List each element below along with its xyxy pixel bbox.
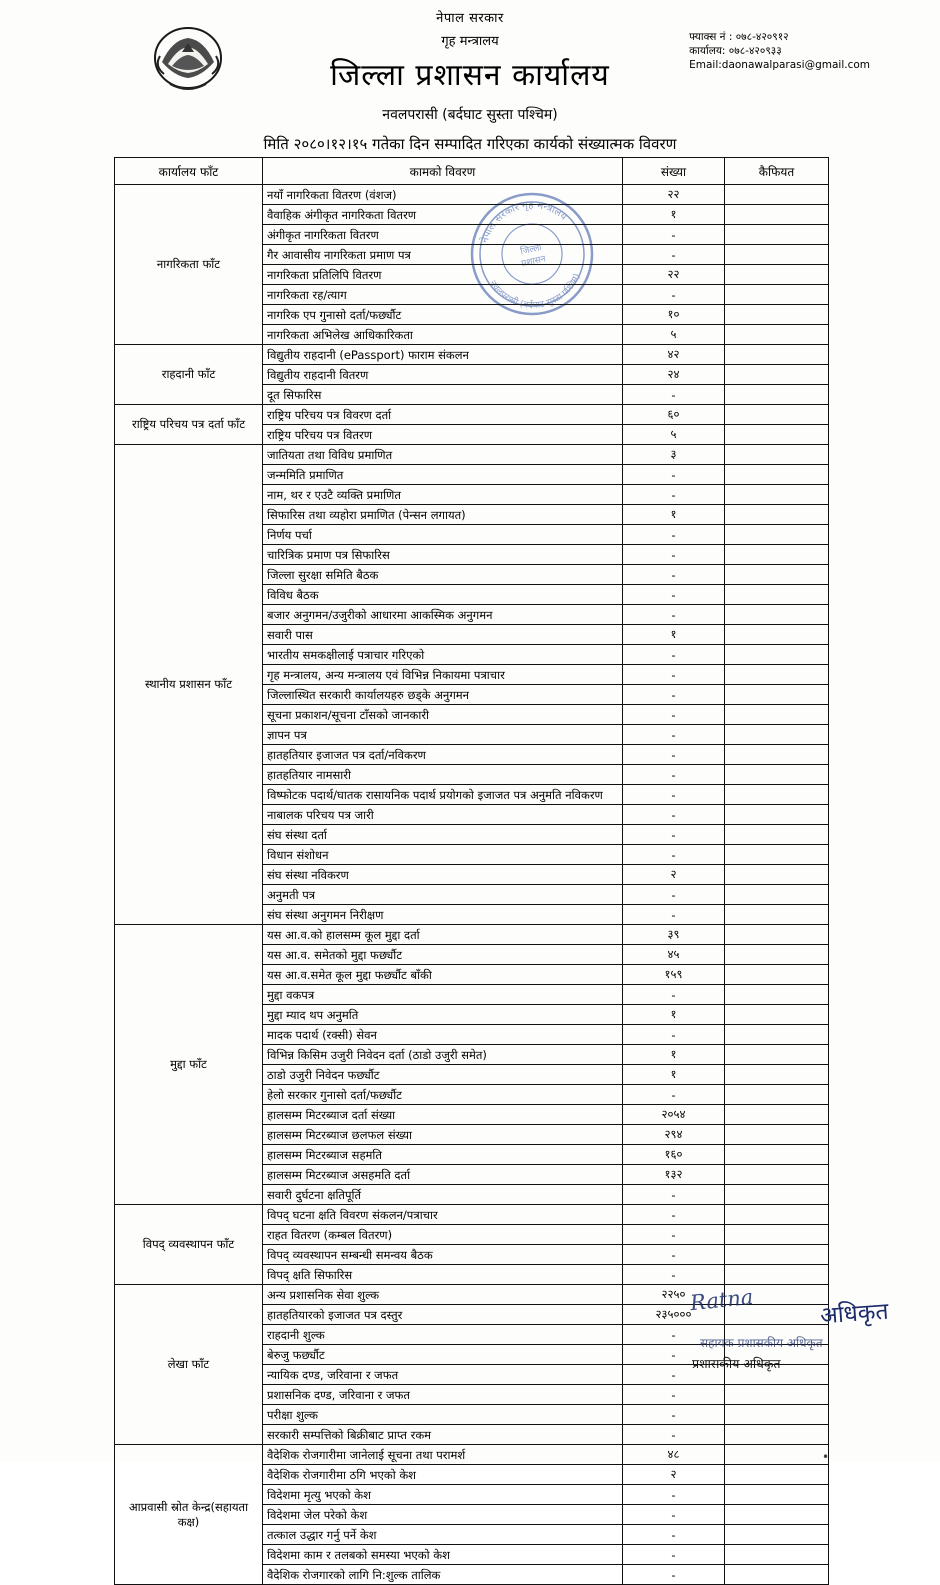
row-description: नागरिक एप गुनासो दर्ता/फर्छ्यौट	[263, 305, 623, 325]
row-remark	[725, 1185, 829, 1205]
table-row	[115, 925, 829, 945]
row-remark	[725, 185, 829, 205]
row-count: ४५	[623, 945, 725, 965]
row-remark	[725, 725, 829, 745]
row-description: विष्फोटक पदार्थ/घातक रासायनिक पदार्थ प्रयोगको इजाजत पत्र अनुमति नविकरण	[263, 785, 623, 805]
row-remark	[725, 1005, 829, 1025]
row-count: -	[623, 985, 725, 1005]
office-section-label: नागरिकता फाँट	[115, 185, 263, 345]
row-remark	[725, 1045, 829, 1065]
row-remark	[725, 1525, 829, 1545]
row-count: -	[623, 225, 725, 245]
row-remark	[725, 565, 829, 585]
row-description: भारतीय समकक्षीलाई पत्राचार गरिएको	[263, 645, 623, 665]
row-remark	[725, 625, 829, 645]
row-remark	[725, 445, 829, 465]
row-count: -	[623, 845, 725, 865]
row-remark	[725, 325, 829, 345]
row-remark	[725, 245, 829, 265]
email-address: Email:daonawalparasi@gmail.com	[689, 59, 870, 71]
row-description: अंगीकृत नागरिकता वितरण	[263, 225, 623, 245]
row-description: मुद्दा म्याद थप अनुमति	[263, 1005, 623, 1025]
row-remark	[725, 1025, 829, 1045]
row-remark	[725, 1565, 829, 1585]
row-description: चारित्रिक प्रमाण पत्र सिफारिस	[263, 545, 623, 565]
column-header-count: संख्या	[623, 158, 725, 185]
row-count: -	[623, 685, 725, 705]
row-count: -	[623, 1205, 725, 1225]
row-description: बेरुजु फर्छ्यौट	[263, 1345, 623, 1365]
table-header-row	[115, 158, 829, 185]
row-count: २	[623, 1465, 725, 1485]
row-remark	[725, 1085, 829, 1105]
row-count: -	[623, 1565, 725, 1585]
row-description: राहदानी शुल्क	[263, 1325, 623, 1345]
row-description: गृह मन्त्रालय, अन्य मन्त्रालय एवं विभिन्न निकायमा पत्राचार	[263, 665, 623, 685]
row-description: नागरिकता प्रतिलिपि वितरण	[263, 265, 623, 285]
row-remark	[725, 505, 829, 525]
row-description: विदेशमा मृत्यु भएको केश	[263, 1485, 623, 1505]
row-count: ५	[623, 325, 725, 345]
row-remark	[725, 1125, 829, 1145]
row-remark	[725, 805, 829, 825]
office-section-label: लेखा फाँट	[115, 1285, 263, 1445]
office-section-label: राहदानी फाँट	[115, 345, 263, 405]
row-count: १	[623, 1045, 725, 1065]
row-count: १५९	[623, 965, 725, 985]
row-count: १	[623, 625, 725, 645]
row-description: निर्णय पर्चा	[263, 525, 623, 545]
office-section-label: राष्ट्रिय परिचय पत्र दर्ता फाँट	[115, 405, 263, 445]
row-description: विद्युतीय राहदानी वितरण	[263, 365, 623, 385]
row-description: सवारी पास	[263, 625, 623, 645]
row-remark	[725, 1205, 829, 1225]
row-description: अनुमती पत्र	[263, 885, 623, 905]
row-remark	[725, 345, 829, 365]
row-count: -	[623, 1385, 725, 1405]
column-header-description: कामको विवरण	[263, 158, 623, 185]
row-description: जन्ममिति प्रमाणित	[263, 465, 623, 485]
row-description: ठाडो उजुरी निवेदन फर्छ्यौट	[263, 1065, 623, 1085]
column-header-remarks: कैफियत	[725, 158, 829, 185]
row-remark	[725, 845, 829, 865]
row-remark	[725, 525, 829, 545]
row-description: हातहतियारको इजाजत पत्र दस्तुर	[263, 1305, 623, 1325]
page-title: जिल्ला प्रशासन कार्यालय	[330, 58, 610, 93]
row-count: २३५०००	[623, 1305, 725, 1325]
row-description: अन्य प्रशासनिक सेवा शुल्क	[263, 1285, 623, 1305]
row-count: २	[623, 865, 725, 885]
row-description: यस आ.व.को हालसम्म कूल मुद्दा दर्ता	[263, 925, 623, 945]
row-count: -	[623, 605, 725, 625]
row-count: -	[623, 245, 725, 265]
svg-text:प्रशासन: प्रशासन	[520, 254, 547, 270]
header-line-subject: मिति २०८०।१२।१५ गतेका दिन सम्पादित गरिएका कार्यको संख्यात्मक विवरण	[263, 135, 677, 153]
row-remark	[725, 1225, 829, 1245]
row-count: -	[623, 785, 725, 805]
row-remark	[725, 925, 829, 945]
row-description: जिल्ला सुरक्षा समिति बैठक	[263, 565, 623, 585]
row-remark	[725, 1425, 829, 1445]
row-remark	[725, 1165, 829, 1185]
row-count: -	[623, 1345, 725, 1365]
office-section-label: विपद् व्यवस्थापन फाँट	[115, 1205, 263, 1285]
row-description: मुद्दा वकपत्र	[263, 985, 623, 1005]
row-description: संघ संस्था नविकरण	[263, 865, 623, 885]
row-count: ४२	[623, 345, 725, 365]
table-row	[115, 445, 829, 465]
svg-text:नवलपरासी (बर्दघाट-सुस्ता पश्चि: नवलपरासी (बर्दघाट-सुस्ता पश्चिम)	[486, 272, 583, 312]
row-count: १०	[623, 305, 725, 325]
row-count: -	[623, 525, 725, 545]
row-count: -	[623, 725, 725, 745]
row-count: -	[623, 645, 725, 665]
row-count: २२	[623, 185, 725, 205]
row-description: यस आ.व. समेतको मुद्दा फर्छ्यौट	[263, 945, 623, 965]
row-count: ४८	[623, 1445, 725, 1465]
row-remark	[725, 985, 829, 1005]
row-description: विदेशमा काम र तलबको समस्या भएको केश	[263, 1545, 623, 1565]
row-description: जिल्लास्थित सरकारी कार्यालयहरु छड्के अनुगमन	[263, 685, 623, 705]
handwritten-signature: Ratna	[688, 1284, 755, 1316]
row-remark	[725, 605, 829, 625]
row-count: २४	[623, 365, 725, 385]
row-remark	[725, 1385, 829, 1405]
row-count: -	[623, 1025, 725, 1045]
row-description: हालसम्म मिटरब्याज असहमति दर्ता	[263, 1165, 623, 1185]
row-description: न्यायिक दण्ड, जरिवाना र जफत	[263, 1365, 623, 1385]
row-count: -	[623, 885, 725, 905]
row-count: ६०	[623, 405, 725, 425]
row-description: राष्ट्रिय परिचय पत्र वितरण	[263, 425, 623, 445]
row-remark	[725, 1145, 829, 1165]
table-row	[115, 1205, 829, 1225]
row-remark	[725, 965, 829, 985]
row-count: -	[623, 1325, 725, 1345]
row-description: नागरिकता अभिलेख आधिकारिकता	[263, 325, 623, 345]
row-description: तत्काल उद्धार गर्नु पर्ने केश	[263, 1525, 623, 1545]
row-remark	[725, 865, 829, 885]
row-description: हालसम्म मिटरब्याज सहमति	[263, 1145, 623, 1165]
row-remark	[725, 1405, 829, 1425]
office-section-label: स्थानीय प्रशासन फाँट	[115, 445, 263, 925]
row-remark	[725, 765, 829, 785]
row-count: -	[623, 565, 725, 585]
row-count: २९४	[623, 1125, 725, 1145]
row-description: हालसम्म मिटरब्याज छलफल संख्या	[263, 1125, 623, 1145]
row-remark	[725, 1065, 829, 1085]
row-remark	[725, 1265, 829, 1285]
row-remark	[725, 1545, 829, 1565]
row-description: विदेशमा जेल परेको केश	[263, 1505, 623, 1525]
row-count: -	[623, 1485, 725, 1505]
row-description: नाम, थर र एउटै व्यक्ति प्रमाणित	[263, 485, 623, 505]
row-count: -	[623, 765, 725, 785]
row-description: वैवाहिक अंगीकृत नागरिकता वितरण	[263, 205, 623, 225]
row-count: -	[623, 545, 725, 565]
row-description: ज्ञापन पत्र	[263, 725, 623, 745]
row-description: राष्ट्रिय परिचय पत्र विवरण दर्ता	[263, 405, 623, 425]
row-count: -	[623, 1225, 725, 1245]
row-count: १६०	[623, 1145, 725, 1165]
row-count: -	[623, 585, 725, 605]
row-description: नागरिकता रह/त्याग	[263, 285, 623, 305]
row-count: -	[623, 1525, 725, 1545]
row-count: -	[623, 705, 725, 725]
row-remark	[725, 285, 829, 305]
row-count: -	[623, 805, 725, 825]
row-description: हातहतियार इजाजत पत्र दर्ता/नविकरण	[263, 745, 623, 765]
row-description: प्रशासनिक दण्ड, जरिवाना र जफत	[263, 1385, 623, 1405]
table-row	[115, 405, 829, 425]
row-remark	[725, 385, 829, 405]
row-remark	[725, 205, 829, 225]
row-description: वैदेशिक रोजगारको लागि नि:शुल्क तालिक	[263, 1565, 623, 1585]
row-description: वैदेशिक रोजगारीमा जानेलाई सूचना तथा परामर्श	[263, 1445, 623, 1465]
row-count: १	[623, 1005, 725, 1025]
row-description: हातहतियार नामसारी	[263, 765, 623, 785]
office-section-label: आप्रवासी स्रोत केन्द्र(सहायता कक्ष)	[115, 1445, 263, 1585]
row-count: ३९	[623, 925, 725, 945]
row-description: विद्युतीय राहदानी (ePassport) फाराम संकलन	[263, 345, 623, 365]
row-count: -	[623, 1425, 725, 1445]
row-description: हेलो सरकार गुनासो दर्ता/फर्छ्यौट	[263, 1085, 623, 1105]
row-remark	[725, 365, 829, 385]
row-description: मादक पदार्थ (रक्सी) सेवन	[263, 1025, 623, 1045]
row-count: १	[623, 1065, 725, 1085]
row-remark	[725, 1505, 829, 1525]
row-description: वैदेशिक रोजगारीमा ठगि भएको केश	[263, 1465, 623, 1485]
row-remark	[725, 665, 829, 685]
row-description: नाबालक परिचय पत्र जारी	[263, 805, 623, 825]
table-row	[115, 345, 829, 365]
table-row	[115, 185, 829, 205]
row-count: -	[623, 1185, 725, 1205]
row-count: -	[623, 1405, 725, 1425]
row-description: विविध बैठक	[263, 585, 623, 605]
row-count: १३२	[623, 1165, 725, 1185]
row-description: विपद् घटना क्षति विवरण संकलन/पत्राचार	[263, 1205, 623, 1225]
row-count: ३	[623, 445, 725, 465]
row-description: यस आ.व.समेत कूल मुद्दा फर्छ्यौट बाँकी	[263, 965, 623, 985]
row-description: बजार अनुगमन/उजुरीको आधारमा आकस्मिक अनुगमन	[263, 605, 623, 625]
row-count: २२	[623, 265, 725, 285]
row-description: जातियता तथा विविध प्रमाणित	[263, 445, 623, 465]
row-description: सरकारी सम्पत्तिको बिक्रीबाट प्राप्त रकम	[263, 1425, 623, 1445]
row-count: ५	[623, 425, 725, 445]
row-remark	[725, 545, 829, 565]
header-contact-block	[689, 30, 870, 72]
row-description: संघ संस्था अनुगमन निरीक्षण	[263, 905, 623, 925]
row-remark	[725, 465, 829, 485]
fax-number: फ्याक्स नं : ०७८-४२०९१२	[689, 31, 789, 43]
row-count: -	[623, 745, 725, 765]
row-description: विपद् क्षति सिफारिस	[263, 1265, 623, 1285]
row-count: १	[623, 205, 725, 225]
row-count: -	[623, 465, 725, 485]
svg-text:जिल्ला: जिल्ला	[519, 242, 543, 258]
phone-number: कार्यालय: ०७८-४२०९३३	[689, 45, 782, 57]
office-section-label: मुद्दा फाँट	[115, 925, 263, 1205]
row-description: गैर आवासीय नागरिकता प्रमाण पत्र	[263, 245, 623, 265]
row-remark	[725, 225, 829, 245]
row-description: विपद् व्यवस्थापन सम्बन्धी समन्वय बैठक	[263, 1245, 623, 1265]
row-description: नयाँ नागरिकता वितरण (वंशज)	[263, 185, 623, 205]
row-remark	[725, 745, 829, 765]
row-description: विधान संशोधन	[263, 845, 623, 865]
row-remark	[725, 945, 829, 965]
row-remark	[725, 825, 829, 845]
row-count: -	[623, 905, 725, 925]
document-header	[0, 0, 940, 153]
row-description: संघ संस्था दर्ता	[263, 825, 623, 845]
svg-text:नेपाल सरकार गृह मन्त्रालय: नेपाल सरकार गृह मन्त्रालय	[479, 199, 569, 245]
row-count: २२५०	[623, 1285, 725, 1305]
row-description: सिफारिस तथा व्यहोरा प्रमाणित (पेन्सन लगायत)	[263, 505, 623, 525]
row-remark	[725, 1485, 829, 1505]
signature-stamp-line-2: प्रशासकीय अधिकृत	[692, 1356, 781, 1371]
row-remark	[725, 305, 829, 325]
page-corner-mark: •	[822, 1450, 830, 1464]
row-remark	[725, 705, 829, 725]
header-line-district: नवलपरासी (बर्दघाट सुस्ता पश्चिम)	[382, 107, 558, 123]
signature-stamp-line-1: सहायक प्रशासकीय अधिकृत	[700, 1336, 823, 1350]
row-description: सवारी दुर्घटना क्षतिपूर्ति	[263, 1185, 623, 1205]
row-description: हालसम्म मिटरब्याज दर्ता संख्या	[263, 1105, 623, 1125]
row-count: २०५४	[623, 1105, 725, 1125]
row-remark	[725, 1465, 829, 1485]
row-remark	[725, 485, 829, 505]
header-line-ministry: गृह मन्त्रालय	[441, 34, 499, 49]
row-count: -	[623, 1365, 725, 1385]
row-description: दूत सिफारिस	[263, 385, 623, 405]
row-count: -	[623, 385, 725, 405]
row-remark	[725, 685, 829, 705]
row-remark	[725, 885, 829, 905]
signature-title-large: अधिकृत	[819, 1298, 890, 1330]
row-count: -	[623, 485, 725, 505]
row-count: -	[623, 1245, 725, 1265]
row-description: राहत वितरण (कम्बल वितरण)	[263, 1225, 623, 1245]
header-line-government: नेपाल सरकार	[436, 11, 504, 26]
row-count: १	[623, 505, 725, 525]
row-remark	[725, 905, 829, 925]
row-count: -	[623, 1505, 725, 1525]
row-remark	[725, 265, 829, 285]
row-count: -	[623, 665, 725, 685]
column-header-office: कार्यालय फाँट	[115, 158, 263, 185]
row-description: विभिन्न किसिम उजुरी निवेदन दर्ता (ठाडो उजुरी समेत)	[263, 1045, 623, 1065]
row-count: -	[623, 825, 725, 845]
row-description: परीक्षा शुल्क	[263, 1405, 623, 1425]
row-count: -	[623, 1085, 725, 1105]
row-remark	[725, 405, 829, 425]
row-remark	[725, 1105, 829, 1125]
row-remark	[725, 645, 829, 665]
row-remark	[725, 1245, 829, 1265]
row-remark	[725, 425, 829, 445]
row-count: -	[623, 1545, 725, 1565]
row-remark	[725, 585, 829, 605]
row-count: -	[623, 285, 725, 305]
row-remark	[725, 785, 829, 805]
row-count: -	[623, 1265, 725, 1285]
row-description: सूचना प्रकाशन/सूचना टाँसको जानकारी	[263, 705, 623, 725]
